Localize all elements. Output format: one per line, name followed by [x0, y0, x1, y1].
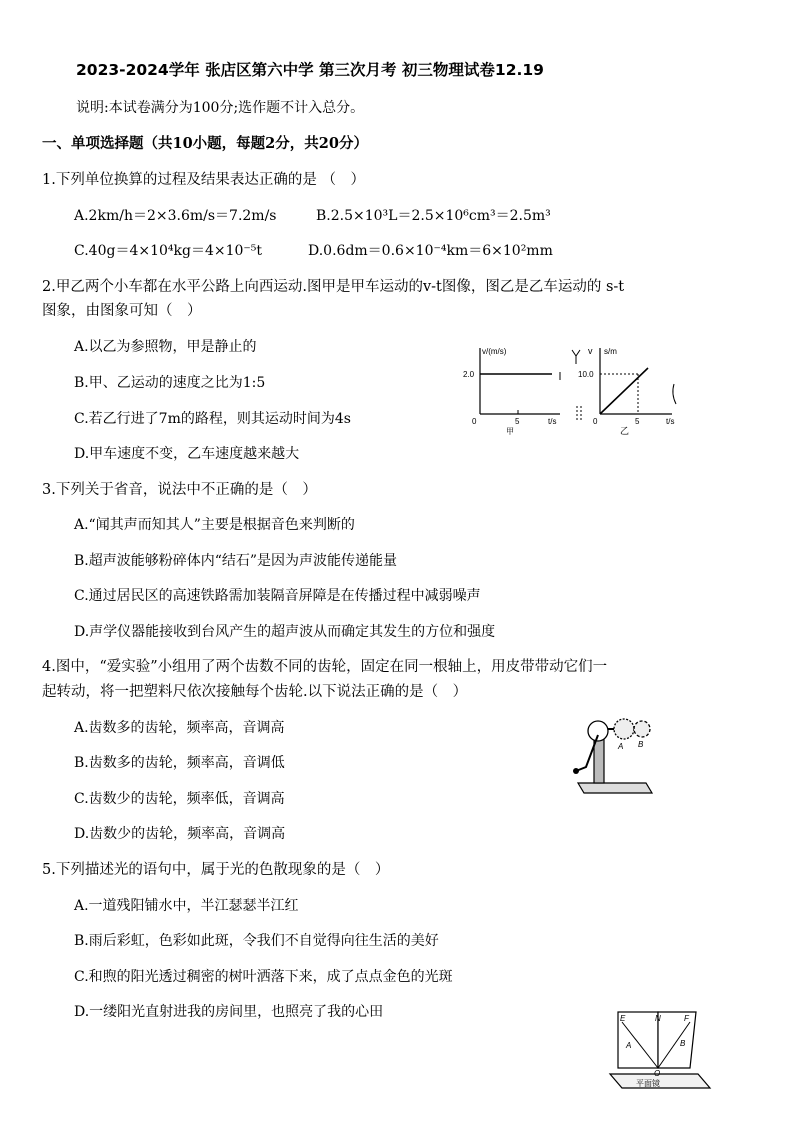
q5-option-d: D.一缕阳光直射进我的房间里，也照亮了我的心田	[74, 1004, 384, 1020]
graph-jia	[463, 347, 560, 436]
q2-option-b: B.甲、乙运动的速度之比为1:5	[74, 375, 266, 391]
q3-option-c: C.通过居民区的高速铁路需加装隔音屏障是在传播过程中减弱噪声	[74, 588, 481, 604]
crank-knob	[573, 768, 579, 774]
yi-origin: 0	[593, 417, 598, 426]
q5-mirror-diagram	[604, 1008, 716, 1092]
q2-stem-line2: 图象，由图象可知（ ）	[42, 303, 202, 319]
jia-y-value: 2.0	[463, 370, 475, 379]
exam-title: 2023-2024学年 张店区第六中学 第三次月考 初三物理试卷12.19	[76, 61, 544, 79]
q5-option-c: C.和煦的阳光透过稠密的树叶洒落下来，成了点点金色的光斑	[74, 969, 453, 985]
mirror-caption: 平面镜	[636, 1079, 660, 1088]
yi-caption: 乙	[620, 426, 630, 436]
yi-x-label: t/s	[666, 417, 675, 426]
gear-b-label: B	[638, 740, 644, 749]
gear-a	[614, 719, 634, 739]
q2-option-d: D.甲车速度不变，乙车速度越来越大	[74, 446, 300, 462]
q1-option-d: D.0.6dm＝0.6×10⁻⁴km＝6×10²mm	[308, 243, 553, 259]
q5-option-a: A.一道残阳铺水中，半江瑟瑟半江红	[74, 898, 299, 914]
gear-b	[634, 721, 650, 737]
q3-option-a: A.“闻其声而知其人”主要是根据音色来判断的	[74, 517, 355, 533]
q1-option-b: B.2.5×10³L＝2.5×10⁶cm³＝2.5m³	[316, 208, 551, 224]
jia-x-value: 5	[515, 417, 520, 426]
q2-option-a: A.以乙为参照物，甲是静止的	[74, 339, 257, 355]
drive-wheel	[588, 721, 608, 741]
label-b: B	[680, 1039, 686, 1048]
yi-y-value: 10.0	[578, 370, 594, 379]
section-heading: 一、单项选择题（共10小题，每题2分，共20分）	[42, 135, 368, 152]
q4-option-a: A.齿数多的齿轮，频率高，音调高	[74, 720, 285, 736]
q5-option-b: B.雨后彩虹，色彩如此斑，令我们不自觉得向往生活的美好	[74, 933, 439, 949]
q5-stem: 5.下列描述光的语句中，属于光的色散现象的是（ ）	[42, 862, 390, 878]
q2-option-c: C.若乙行进了7m的路程，则其运动时间为4s	[74, 411, 351, 427]
exam-note: 说明:本试卷满分为100分;选作题不计入总分。	[76, 100, 365, 116]
q4-option-b: B.齿数多的齿轮，频率高，音调低	[74, 755, 285, 771]
q3-option-b: B.超声波能够粉碎体内“结石”是因为声波能传递能量	[74, 553, 398, 569]
jia-y-label: v/(m/s)	[482, 347, 507, 356]
scribble-mark	[572, 350, 580, 364]
q4-option-c: C.齿数少的齿轮，频率低，音调高	[74, 791, 285, 807]
label-n: N	[655, 1014, 661, 1023]
q3-option-d: D.声学仪器能接收到台风产生的超声波从而确定其发生的方位和强度	[74, 624, 496, 640]
q4-gear-apparatus	[568, 705, 668, 797]
q1-stem: 1.下列单位换算的过程及结果表达正确的是 （ ）	[42, 172, 365, 188]
apparatus-base	[578, 783, 652, 793]
q4-option-d: D.齿数少的齿轮，频率高，音调高	[74, 826, 286, 842]
q2-stem-line1: 2.甲乙两个小车都在水平公路上向西运动.图甲是甲车运动的v-t图像，图乙是乙车运动的 s-t	[42, 279, 625, 295]
label-e: E	[620, 1014, 626, 1023]
q4-stem-line1: 4.图中，“爱实验”小组用了两个齿数不同的齿轮，固定在同一根轴上，用皮带带动它们一	[42, 659, 608, 675]
q1-option-a: A.2km/h＝2×3.6m/s＝7.2m/s	[74, 208, 277, 224]
jia-x-label: t/s	[548, 417, 557, 426]
gear-a-label: A	[618, 742, 624, 751]
scribble-mark-v: v	[588, 346, 593, 356]
q2-motion-graphs	[460, 340, 685, 440]
jia-caption: 甲	[506, 427, 514, 436]
q3-stem: 3.下列关于省音，说法中不正确的是（ ）	[42, 482, 317, 498]
q1-option-c: C.40g＝4×10⁴kg＝4×10⁻⁵t	[74, 243, 263, 259]
scribble-curve	[673, 384, 676, 404]
q4-stem-line2: 起转动，将一把塑料尺依次接触每个齿轮.以下说法正确的是（ ）	[42, 684, 468, 700]
label-f: F	[684, 1014, 689, 1023]
scribble-dashes	[577, 406, 581, 420]
yi-x-value: 5	[635, 417, 640, 426]
yi-y-label: s/m	[604, 347, 617, 356]
label-a: A	[626, 1041, 632, 1050]
yi-distance-line	[600, 368, 648, 414]
jia-origin: 0	[472, 417, 477, 426]
graph-yi	[578, 347, 674, 436]
label-o: O	[654, 1069, 661, 1078]
